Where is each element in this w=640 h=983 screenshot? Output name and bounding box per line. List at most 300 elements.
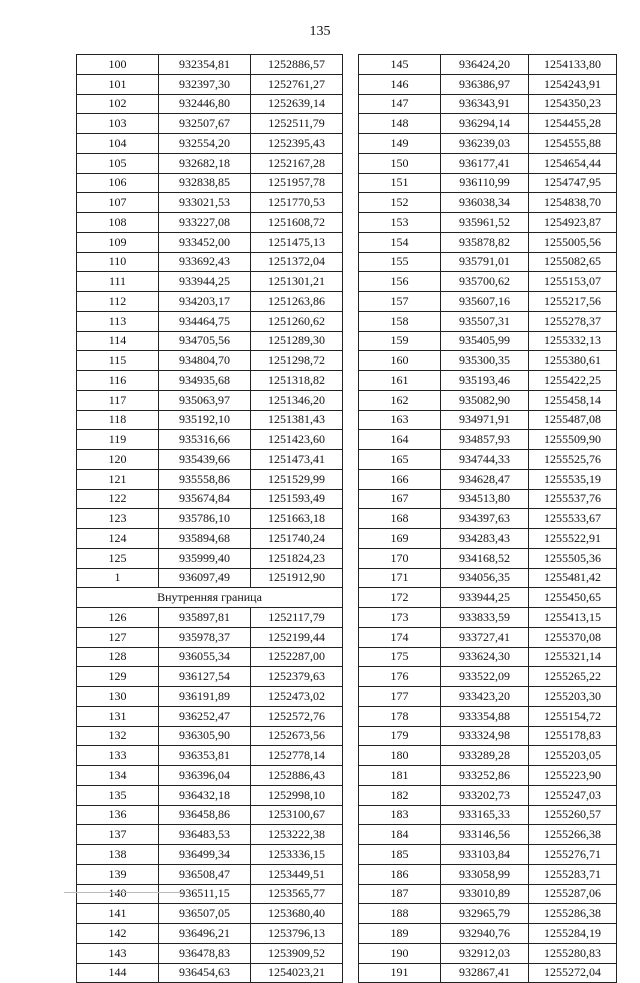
- x-coordinate-cell: 935700,62: [441, 272, 529, 292]
- x-coordinate-cell: 936343,91: [441, 94, 529, 114]
- point-number-cell: 152: [359, 193, 441, 213]
- y-coordinate-cell: 1251824,23: [251, 548, 343, 568]
- table-row: [77, 331, 343, 351]
- x-coordinate-cell: 933727,41: [441, 627, 529, 647]
- point-number-cell: 101: [77, 74, 159, 94]
- point-number-cell: 109: [77, 232, 159, 252]
- x-coordinate-cell: 933324,98: [441, 726, 529, 746]
- x-coordinate-cell: 934397,63: [441, 509, 529, 529]
- table-row: [359, 351, 617, 371]
- y-coordinate-cell: 1254654,44: [529, 153, 617, 173]
- x-coordinate-cell: 936478,83: [159, 943, 251, 963]
- table-row: [77, 647, 343, 667]
- x-coordinate-cell: 936507,05: [159, 904, 251, 924]
- table-row: [77, 134, 343, 154]
- point-number-cell: 167: [359, 489, 441, 509]
- y-coordinate-cell: 1255278,37: [529, 311, 617, 331]
- table-row: [77, 924, 343, 944]
- x-coordinate-cell: 933010,89: [441, 884, 529, 904]
- point-number-cell: 172: [359, 588, 441, 608]
- y-coordinate-cell: 1254455,28: [529, 114, 617, 134]
- y-coordinate-cell: 1255522,91: [529, 529, 617, 549]
- point-number-cell: 188: [359, 904, 441, 924]
- table-row: [77, 213, 343, 233]
- x-coordinate-cell: 936454,63: [159, 963, 251, 983]
- point-number-cell: 189: [359, 924, 441, 944]
- y-coordinate-cell: 1255287,06: [529, 884, 617, 904]
- x-coordinate-cell: 932940,76: [441, 924, 529, 944]
- table-row: [359, 766, 617, 786]
- point-number-cell: 143: [77, 943, 159, 963]
- x-coordinate-cell: 936294,14: [441, 114, 529, 134]
- point-number-cell: 125: [77, 548, 159, 568]
- point-number-cell: 186: [359, 864, 441, 884]
- x-coordinate-cell: 934283,43: [441, 529, 529, 549]
- x-coordinate-cell: 935894,68: [159, 529, 251, 549]
- y-coordinate-cell: 1255450,65: [529, 588, 617, 608]
- point-number-cell: 148: [359, 114, 441, 134]
- section-label: Внутренняя граница: [77, 588, 343, 608]
- y-coordinate-cell: 1252511,79: [251, 114, 343, 134]
- y-coordinate-cell: 1254133,80: [529, 55, 617, 75]
- x-coordinate-cell: 932397,30: [159, 74, 251, 94]
- x-coordinate-cell: 936396,04: [159, 766, 251, 786]
- y-coordinate-cell: 1252998,10: [251, 785, 343, 805]
- y-coordinate-cell: 1255276,71: [529, 845, 617, 865]
- y-coordinate-cell: 1255203,30: [529, 687, 617, 707]
- x-coordinate-cell: 933289,28: [441, 746, 529, 766]
- point-number-cell: 149: [359, 134, 441, 154]
- point-number-cell: 127: [77, 627, 159, 647]
- y-coordinate-cell: 1255422,25: [529, 371, 617, 391]
- y-coordinate-cell: 1254555,88: [529, 134, 617, 154]
- x-coordinate-cell: 932912,03: [441, 943, 529, 963]
- table-row: [77, 193, 343, 213]
- table-row: [359, 746, 617, 766]
- point-number-cell: 179: [359, 726, 441, 746]
- y-coordinate-cell: 1254747,95: [529, 173, 617, 193]
- y-coordinate-cell: 1255505,36: [529, 548, 617, 568]
- y-coordinate-cell: 1251301,21: [251, 272, 343, 292]
- y-coordinate-cell: 1251912,90: [251, 568, 343, 588]
- point-number-cell: 141: [77, 904, 159, 924]
- table-row: [77, 153, 343, 173]
- point-number-cell: 156: [359, 272, 441, 292]
- y-coordinate-cell: 1255533,67: [529, 509, 617, 529]
- y-coordinate-cell: 1252199,44: [251, 627, 343, 647]
- point-number-cell: 104: [77, 134, 159, 154]
- x-coordinate-cell: 935193,46: [441, 371, 529, 391]
- x-coordinate-cell: 933624,30: [441, 647, 529, 667]
- x-coordinate-cell: 935439,66: [159, 450, 251, 470]
- table-row: [359, 509, 617, 529]
- x-coordinate-cell: 935674,84: [159, 489, 251, 509]
- point-number-cell: 147: [359, 94, 441, 114]
- x-coordinate-cell: 936110,99: [441, 173, 529, 193]
- point-number-cell: 108: [77, 213, 159, 233]
- point-number-cell: 174: [359, 627, 441, 647]
- table-row: [77, 568, 343, 588]
- x-coordinate-cell: 936353,81: [159, 746, 251, 766]
- point-number-cell: 106: [77, 173, 159, 193]
- point-number-cell: 118: [77, 410, 159, 430]
- table-row: [77, 94, 343, 114]
- point-number-cell: 170: [359, 548, 441, 568]
- table-row: [359, 548, 617, 568]
- table-row: [77, 904, 343, 924]
- table-row: [77, 785, 343, 805]
- x-coordinate-cell: 936097,49: [159, 568, 251, 588]
- table-row: [77, 963, 343, 983]
- table-row: [359, 55, 617, 75]
- table-row: [77, 114, 343, 134]
- x-coordinate-cell: 936038,34: [441, 193, 529, 213]
- table-row: [359, 311, 617, 331]
- point-number-cell: 163: [359, 410, 441, 430]
- point-number-cell: 176: [359, 667, 441, 687]
- table-body-right: [359, 55, 617, 983]
- point-number-cell: 171: [359, 568, 441, 588]
- x-coordinate-cell: 936432,18: [159, 785, 251, 805]
- point-number-cell: 112: [77, 292, 159, 312]
- table-row: [359, 568, 617, 588]
- x-coordinate-cell: 934513,80: [441, 489, 529, 509]
- point-number-cell: 169: [359, 529, 441, 549]
- table-row: [359, 884, 617, 904]
- x-coordinate-cell: 935961,52: [441, 213, 529, 233]
- table-row: [359, 943, 617, 963]
- y-coordinate-cell: 1255265,22: [529, 667, 617, 687]
- table-row: [359, 608, 617, 628]
- x-coordinate-cell: 936386,97: [441, 74, 529, 94]
- y-coordinate-cell: 1253222,38: [251, 825, 343, 845]
- x-coordinate-cell: 933452,00: [159, 232, 251, 252]
- point-number-cell: 153: [359, 213, 441, 233]
- point-number-cell: 142: [77, 924, 159, 944]
- y-coordinate-cell: 1255537,76: [529, 489, 617, 509]
- table-row: [77, 746, 343, 766]
- y-coordinate-cell: 1254923,87: [529, 213, 617, 233]
- table-row: [77, 864, 343, 884]
- x-coordinate-cell: 932867,41: [441, 963, 529, 983]
- y-coordinate-cell: 1255458,14: [529, 390, 617, 410]
- x-coordinate-cell: 933058,99: [441, 864, 529, 884]
- x-coordinate-cell: 933944,25: [159, 272, 251, 292]
- table-row: [77, 450, 343, 470]
- x-coordinate-cell: 934056,35: [441, 568, 529, 588]
- point-number-cell: 121: [77, 469, 159, 489]
- x-coordinate-cell: 936191,89: [159, 687, 251, 707]
- y-coordinate-cell: 1255272,04: [529, 963, 617, 983]
- table-row: [77, 489, 343, 509]
- y-coordinate-cell: 1255280,83: [529, 943, 617, 963]
- table-row: [359, 924, 617, 944]
- x-coordinate-cell: 935607,16: [441, 292, 529, 312]
- y-coordinate-cell: 1251372,04: [251, 252, 343, 272]
- table-row: [359, 410, 617, 430]
- y-coordinate-cell: 1255332,13: [529, 331, 617, 351]
- point-number-cell: 119: [77, 430, 159, 450]
- table-row: [359, 647, 617, 667]
- table-row: [359, 173, 617, 193]
- x-coordinate-cell: 933021,53: [159, 193, 251, 213]
- y-coordinate-cell: 1255266,38: [529, 825, 617, 845]
- y-coordinate-cell: 1255283,71: [529, 864, 617, 884]
- x-coordinate-cell: 933165,33: [441, 805, 529, 825]
- table-row: [359, 963, 617, 983]
- x-coordinate-cell: 935082,90: [441, 390, 529, 410]
- y-coordinate-cell: 1252287,00: [251, 647, 343, 667]
- table-row: [359, 805, 617, 825]
- y-coordinate-cell: 1252395,43: [251, 134, 343, 154]
- y-coordinate-cell: 1252639,14: [251, 94, 343, 114]
- point-number-cell: 129: [77, 667, 159, 687]
- y-coordinate-cell: 1253680,40: [251, 904, 343, 924]
- y-coordinate-cell: 1252167,28: [251, 153, 343, 173]
- y-coordinate-cell: 1255178,83: [529, 726, 617, 746]
- point-number-cell: 164: [359, 430, 441, 450]
- point-number-cell: 165: [359, 450, 441, 470]
- x-coordinate-cell: 933354,88: [441, 706, 529, 726]
- x-coordinate-cell: 933692,43: [159, 252, 251, 272]
- table-row: [359, 331, 617, 351]
- x-coordinate-cell: 936508,47: [159, 864, 251, 884]
- point-number-cell: 113: [77, 311, 159, 331]
- x-coordinate-cell: 932554,20: [159, 134, 251, 154]
- point-number-cell: 166: [359, 469, 441, 489]
- point-number-cell: 107: [77, 193, 159, 213]
- point-number-cell: 103: [77, 114, 159, 134]
- table-row: [77, 766, 343, 786]
- x-coordinate-cell: 936239,03: [441, 134, 529, 154]
- point-number-cell: 1: [77, 568, 159, 588]
- point-number-cell: 138: [77, 845, 159, 865]
- point-number-cell: 154: [359, 232, 441, 252]
- y-coordinate-cell: 1252778,14: [251, 746, 343, 766]
- table-row: [359, 864, 617, 884]
- table-row: [359, 74, 617, 94]
- point-number-cell: 157: [359, 292, 441, 312]
- point-number-cell: 130: [77, 687, 159, 707]
- point-number-cell: 124: [77, 529, 159, 549]
- y-coordinate-cell: 1251740,24: [251, 529, 343, 549]
- x-coordinate-cell: 932965,79: [441, 904, 529, 924]
- x-coordinate-cell: 934935,68: [159, 371, 251, 391]
- point-number-cell: 137: [77, 825, 159, 845]
- point-number-cell: 139: [77, 864, 159, 884]
- x-coordinate-cell: 933252,86: [441, 766, 529, 786]
- y-coordinate-cell: 1251473,41: [251, 450, 343, 470]
- y-coordinate-cell: 1255481,42: [529, 568, 617, 588]
- table-row: [77, 252, 343, 272]
- point-number-cell: 173: [359, 608, 441, 628]
- x-coordinate-cell: 935978,37: [159, 627, 251, 647]
- x-coordinate-cell: 936424,20: [441, 55, 529, 75]
- table-row: [359, 706, 617, 726]
- y-coordinate-cell: 1251298,72: [251, 351, 343, 371]
- x-coordinate-cell: 936499,34: [159, 845, 251, 865]
- table-row: [77, 430, 343, 450]
- x-coordinate-cell: 935063,97: [159, 390, 251, 410]
- y-coordinate-cell: 1255153,07: [529, 272, 617, 292]
- y-coordinate-cell: 1253100,67: [251, 805, 343, 825]
- x-coordinate-cell: 934744,33: [441, 450, 529, 470]
- x-coordinate-cell: 933103,84: [441, 845, 529, 865]
- coordinates-table-left: [76, 54, 343, 983]
- y-coordinate-cell: 1251318,82: [251, 371, 343, 391]
- y-coordinate-cell: 1251957,78: [251, 173, 343, 193]
- y-coordinate-cell: 1252886,43: [251, 766, 343, 786]
- x-coordinate-cell: 933227,08: [159, 213, 251, 233]
- point-number-cell: 132: [77, 726, 159, 746]
- x-coordinate-cell: 936496,21: [159, 924, 251, 944]
- y-coordinate-cell: 1251346,20: [251, 390, 343, 410]
- table-row: [77, 509, 343, 529]
- point-number-cell: 168: [359, 509, 441, 529]
- bottom-divider: [64, 892, 184, 893]
- table-row: [77, 173, 343, 193]
- table-row: [359, 94, 617, 114]
- y-coordinate-cell: 1255260,57: [529, 805, 617, 825]
- point-number-cell: 102: [77, 94, 159, 114]
- x-coordinate-cell: 936483,53: [159, 825, 251, 845]
- point-number-cell: 160: [359, 351, 441, 371]
- table-row: [359, 232, 617, 252]
- point-number-cell: 128: [77, 647, 159, 667]
- x-coordinate-cell: 936305,90: [159, 726, 251, 746]
- x-coordinate-cell: 935405,99: [441, 331, 529, 351]
- x-coordinate-cell: 933146,56: [441, 825, 529, 845]
- y-coordinate-cell: 1255284,19: [529, 924, 617, 944]
- point-number-cell: 180: [359, 746, 441, 766]
- y-coordinate-cell: 1254023,21: [251, 963, 343, 983]
- x-coordinate-cell: 932838,85: [159, 173, 251, 193]
- x-coordinate-cell: 934464,75: [159, 311, 251, 331]
- y-coordinate-cell: 1251423,60: [251, 430, 343, 450]
- table-row: [77, 272, 343, 292]
- table-row: [77, 548, 343, 568]
- point-number-cell: 100: [77, 55, 159, 75]
- table-row: [359, 390, 617, 410]
- table-row: [77, 884, 343, 904]
- x-coordinate-cell: 933202,73: [441, 785, 529, 805]
- x-coordinate-cell: 934971,91: [441, 410, 529, 430]
- y-coordinate-cell: 1251475,13: [251, 232, 343, 252]
- table-row: [77, 529, 343, 549]
- y-coordinate-cell: 1253796,13: [251, 924, 343, 944]
- y-coordinate-cell: 1255535,19: [529, 469, 617, 489]
- point-number-cell: 105: [77, 153, 159, 173]
- table-row: [77, 410, 343, 430]
- table-row: [77, 667, 343, 687]
- y-coordinate-cell: 1252572,76: [251, 706, 343, 726]
- y-coordinate-cell: 1251529,99: [251, 469, 343, 489]
- x-coordinate-cell: 936127,54: [159, 667, 251, 687]
- x-coordinate-cell: 932507,67: [159, 114, 251, 134]
- y-coordinate-cell: 1255525,76: [529, 450, 617, 470]
- table-row: [77, 608, 343, 628]
- table-row: [359, 529, 617, 549]
- point-number-cell: 144: [77, 963, 159, 983]
- y-coordinate-cell: 1251593,49: [251, 489, 343, 509]
- point-number-cell: 110: [77, 252, 159, 272]
- y-coordinate-cell: 1252117,79: [251, 608, 343, 628]
- table-row: [359, 153, 617, 173]
- x-coordinate-cell: 936458,86: [159, 805, 251, 825]
- x-coordinate-cell: 933944,25: [441, 588, 529, 608]
- table-row: [359, 785, 617, 805]
- y-coordinate-cell: 1252761,27: [251, 74, 343, 94]
- point-number-cell: 126: [77, 608, 159, 628]
- table-row: [359, 450, 617, 470]
- point-number-cell: 175: [359, 647, 441, 667]
- table-row: [359, 627, 617, 647]
- point-number-cell: 114: [77, 331, 159, 351]
- table-row: [77, 726, 343, 746]
- table-row: [359, 667, 617, 687]
- x-coordinate-cell: 934628,47: [441, 469, 529, 489]
- y-coordinate-cell: 1255487,08: [529, 410, 617, 430]
- table-row: [77, 627, 343, 647]
- x-coordinate-cell: 933522,09: [441, 667, 529, 687]
- y-coordinate-cell: 1255380,61: [529, 351, 617, 371]
- x-coordinate-cell: 933423,20: [441, 687, 529, 707]
- point-number-cell: 140: [77, 884, 159, 904]
- x-coordinate-cell: 936055,34: [159, 647, 251, 667]
- x-coordinate-cell: 932682,18: [159, 153, 251, 173]
- point-number-cell: 159: [359, 331, 441, 351]
- point-number-cell: 146: [359, 74, 441, 94]
- point-number-cell: 116: [77, 371, 159, 391]
- y-coordinate-cell: 1255223,90: [529, 766, 617, 786]
- point-number-cell: 135: [77, 785, 159, 805]
- table-row: [359, 292, 617, 312]
- y-coordinate-cell: 1251263,86: [251, 292, 343, 312]
- x-coordinate-cell: 935791,01: [441, 252, 529, 272]
- table-row: [359, 134, 617, 154]
- x-coordinate-cell: 934857,93: [441, 430, 529, 450]
- point-number-cell: 178: [359, 706, 441, 726]
- x-coordinate-cell: 936177,41: [441, 153, 529, 173]
- y-coordinate-cell: 1255413,15: [529, 608, 617, 628]
- y-coordinate-cell: 1254838,70: [529, 193, 617, 213]
- y-coordinate-cell: 1255005,56: [529, 232, 617, 252]
- table-row: [359, 588, 617, 608]
- x-coordinate-cell: 935878,82: [441, 232, 529, 252]
- table-row: [77, 706, 343, 726]
- table-row: [77, 55, 343, 75]
- y-coordinate-cell: 1251608,72: [251, 213, 343, 233]
- point-number-cell: 134: [77, 766, 159, 786]
- point-number-cell: 155: [359, 252, 441, 272]
- x-coordinate-cell: 935999,40: [159, 548, 251, 568]
- table-row: [77, 311, 343, 331]
- y-coordinate-cell: 1252473,02: [251, 687, 343, 707]
- y-coordinate-cell: 1255217,56: [529, 292, 617, 312]
- y-coordinate-cell: 1255286,38: [529, 904, 617, 924]
- point-number-cell: 111: [77, 272, 159, 292]
- point-number-cell: 161: [359, 371, 441, 391]
- y-coordinate-cell: 1254243,91: [529, 74, 617, 94]
- point-number-cell: 151: [359, 173, 441, 193]
- page-number: 135: [309, 24, 331, 39]
- point-number-cell: 191: [359, 963, 441, 983]
- point-number-cell: 177: [359, 687, 441, 707]
- point-number-cell: 162: [359, 390, 441, 410]
- point-number-cell: 122: [77, 489, 159, 509]
- table-row: [359, 252, 617, 272]
- point-number-cell: 184: [359, 825, 441, 845]
